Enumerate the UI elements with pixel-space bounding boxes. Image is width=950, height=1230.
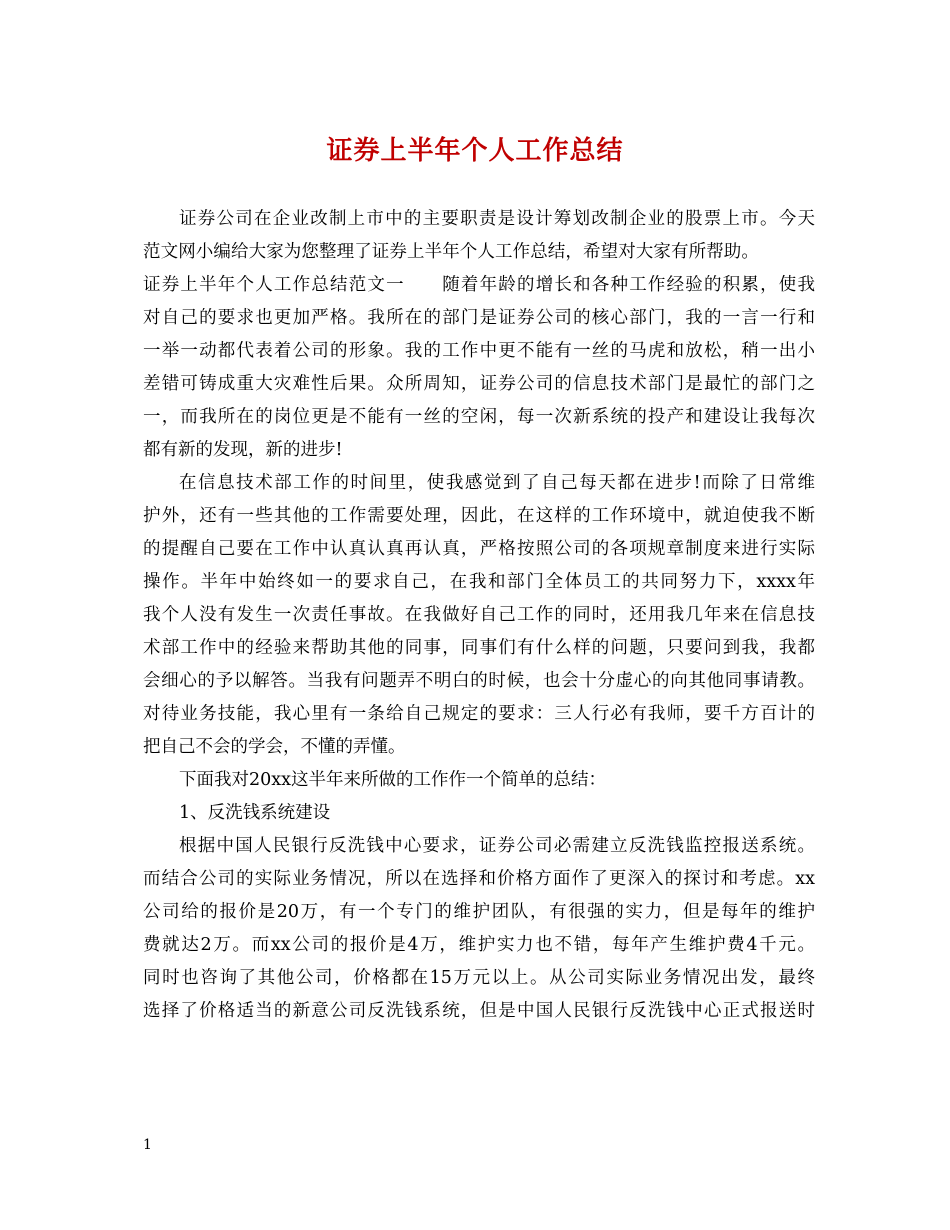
body-line: 证券公司在企业改制上市中的主要职责是设计筹划改制企业的股票上市。今天 — [179, 209, 815, 229]
body-line: 而结合公司的实际业务情况，所以在选择和价格方面作了更深入的探讨和考虑。xx — [143, 869, 815, 889]
body-line: 差错可铸成重大灾难性后果。众所周知，证券公司的信息技术部门是最忙的部门之 — [143, 374, 815, 394]
body-line: 会细心的予以解答。当我有问题弄不明白的时候，也会十分虚心的向其他同事请教。 — [143, 671, 815, 691]
page-number: 1 — [143, 1137, 152, 1153]
body-line: 证券上半年个人工作总结范文一 随着年龄的增长和各种工作经验的积累，使我 — [143, 275, 815, 295]
body-line: 的提醒自己要在工作中认真认真再认真，严格按照公司的各项规章制度来进行实际 — [143, 539, 815, 559]
body-line: 费就达2万。而xx公司的报价是4万，维护实力也不错，每年产生维护费4千元。 — [143, 935, 815, 955]
body-line: 一举一动都代表着公司的形象。我的工作中更不能有一丝的马虎和放松，稍一出小 — [143, 341, 815, 361]
body-line: 术部工作中的经验来帮助其他的同事，同事们有什么样的问题，只要问到我，我都 — [143, 638, 815, 658]
body-line: 对待业务技能，我心里有一条给自己规定的要求：三人行必有我师，要千方百计的 — [143, 704, 815, 724]
body-line: 把自己不会的学会，不懂的弄懂。 — [143, 737, 406, 757]
body-line: 选择了价格适当的新意公司反洗钱系统，但是中国人民银行反洗钱中心正式报送时 — [143, 1001, 815, 1021]
body-line: 范文网小编给大家为您整理了证券上半年个人工作总结，希望对大家有所帮助。 — [143, 242, 759, 262]
body-line: 同时也咨询了其他公司，价格都在15万元以上。从公司实际业务情况出发，最终 — [143, 968, 815, 988]
body-line: 都有新的发现，新的进步! — [143, 440, 343, 460]
body-line: 对自己的要求也更加严格。我所在的部门是证券公司的核心部门，我的一言一行和 — [143, 308, 815, 328]
body-line: 一，而我所在的岗位更是不能有一丝的空闲，每一次新系统的投产和建设让我每次 — [143, 407, 815, 427]
body-line: 下面我对20xx这半年来所做的工作作一个简单的总结： — [179, 770, 607, 790]
body-line: 在信息技术部工作的时间里，使我感觉到了自己每天都在进步!而除了日常维 — [179, 473, 815, 493]
document-title: 证券上半年个人工作总结 — [326, 136, 624, 166]
body-line: 根据中国人民银行反洗钱中心要求，证券公司必需建立反洗钱监控报送系统。 — [179, 836, 815, 856]
section-heading: 1、反洗钱系统建设 — [179, 803, 331, 823]
body-line: 护外，还有一些其他的工作需要处理，因此，在这样的工作环境中，就迫使我不断 — [143, 506, 815, 526]
document-body — [143, 203, 815, 1028]
body-line: 操作。半年中始终如一的要求自己，在我和部门全体员工的共同努力下，xxxx年 — [143, 572, 815, 592]
body-line: 我个人没有发生一次责任事故。在我做好自己工作的同时，还用我几年来在信息技 — [143, 605, 815, 625]
body-line: 公司给的报价是20万，有一个专门的维护团队，有很强的实力，但是每年的维护 — [143, 902, 815, 922]
